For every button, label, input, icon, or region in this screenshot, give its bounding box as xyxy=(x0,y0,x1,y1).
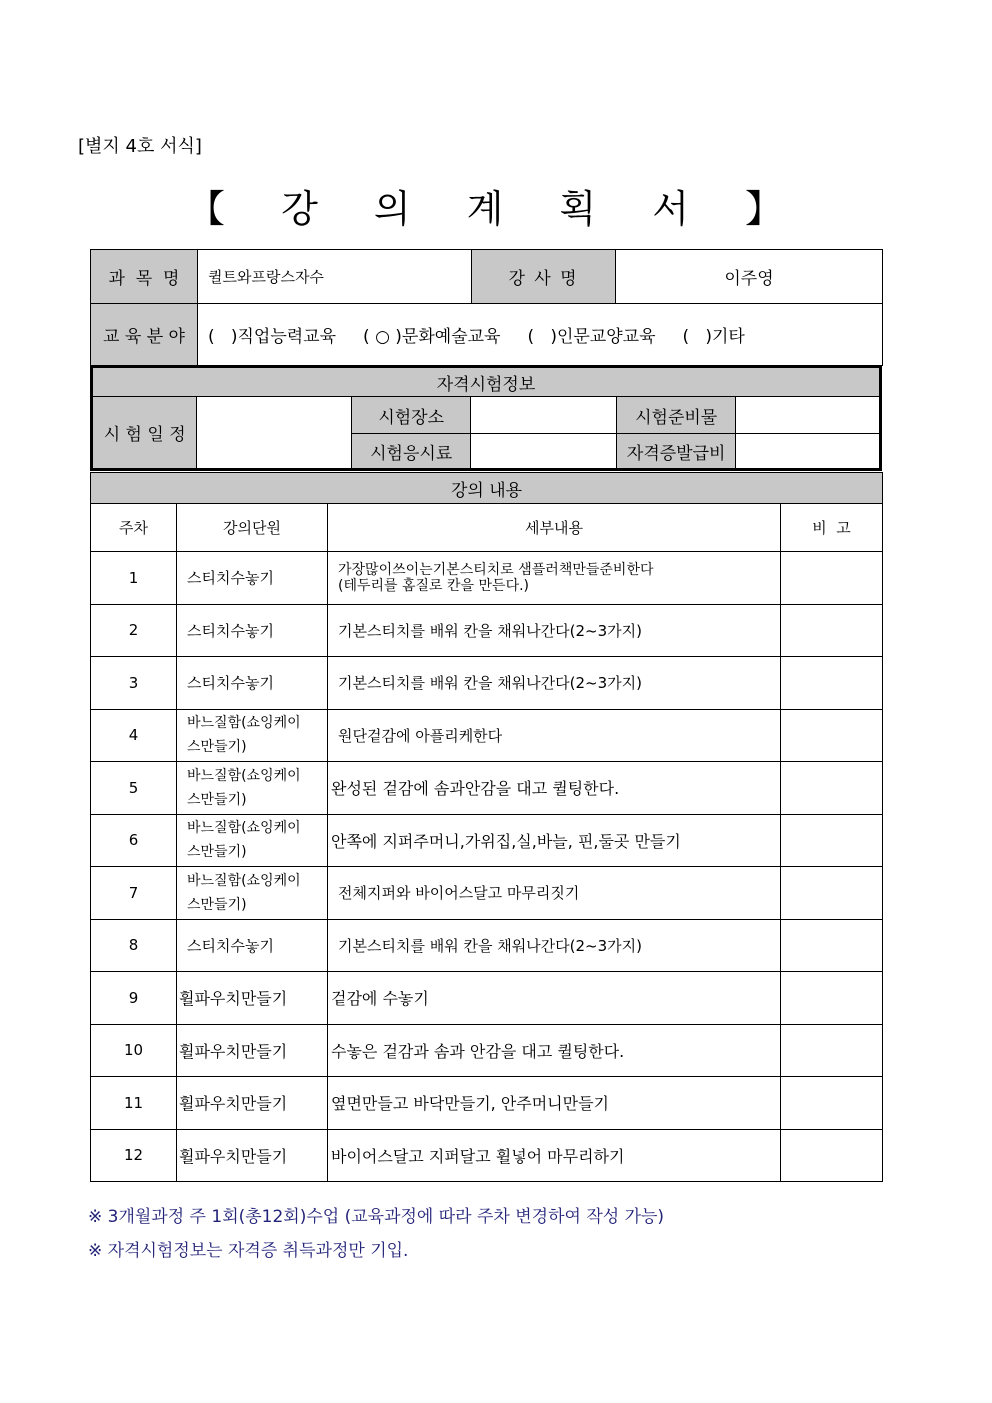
footnote-cert: ※ 자격시험정보는 자격증 취득과정만 기입. xyxy=(88,1241,409,1261)
unit-cell: 휠파우치만들기 xyxy=(177,1024,328,1077)
exam-fee-value xyxy=(471,434,617,470)
subject-value: 퀼트와프랑스자수 xyxy=(198,250,472,304)
table-row xyxy=(91,709,883,762)
note-cell xyxy=(781,657,883,710)
table-row xyxy=(91,1129,883,1182)
unit-cell: 휠파우치만들기 xyxy=(177,1077,328,1130)
exam-supplies-label: 시험준비물 xyxy=(616,397,735,434)
unit-cell: 스티치수놓기 xyxy=(177,552,328,605)
table-row xyxy=(91,552,883,605)
detail-cell: 완성된 겉감에 솜과안감을 대고 퀼팅한다. xyxy=(328,762,781,815)
unit-cell: 스티치수놓기 xyxy=(177,657,328,710)
column-header-detail: 세부내용 xyxy=(328,504,781,552)
detail-cell: 바이어스달고 지퍼달고 휠넣어 마무리하기 xyxy=(328,1129,781,1182)
note-cell xyxy=(781,867,883,920)
column-header-note: 비 고 xyxy=(781,504,883,552)
table-row xyxy=(91,919,883,972)
cert-header: 자격시험정보 xyxy=(92,367,881,397)
column-header-week: 주차 xyxy=(91,504,177,552)
detail-cell: 전체지퍼와 바이어스달고 마무리짓기 xyxy=(328,867,781,920)
detail-cell: 기본스티치를 배워 칸을 채워나간다(2~3가지) xyxy=(328,919,781,972)
week-cell: 9 xyxy=(91,972,177,1025)
detail-cell: 가장많이쓰이는기본스티치로 샘플러책만들준비한다 (테두리를 홈질로 칸을 만든다.) xyxy=(328,552,781,605)
week-cell: 2 xyxy=(91,604,177,657)
field-options: ( )직업능력교육 ( ○ )문화예술교육 ( )인문교양교육 ( )기타 xyxy=(198,304,883,366)
table-row xyxy=(91,604,883,657)
unit-cell: 휠파우치만들기 xyxy=(177,1129,328,1182)
unit-cell: 스티치수놓기 xyxy=(177,919,328,972)
exam-schedule-label: 시 험 일 정 xyxy=(92,397,197,470)
lecture-table xyxy=(90,472,883,1182)
week-cell: 6 xyxy=(91,814,177,867)
field-label: 교 육 분 야 xyxy=(91,304,198,366)
form-id: [별지 4호 서식] xyxy=(78,136,202,157)
detail-cell: 기본스티치를 배워 칸을 채워나간다(2~3가지) xyxy=(328,604,781,657)
column-header-unit: 강의단원 xyxy=(177,504,328,552)
unit-cell: 휠파우치만들기 xyxy=(177,972,328,1025)
week-cell: 3 xyxy=(91,657,177,710)
exam-fee-label: 시험응시료 xyxy=(351,434,470,470)
lecture-header: 강의 내용 xyxy=(91,473,883,504)
note-cell xyxy=(781,919,883,972)
unit-cell: 스티치수놓기 xyxy=(177,604,328,657)
exam-place-label: 시험장소 xyxy=(351,397,470,434)
week-cell: 7 xyxy=(91,867,177,920)
detail-cell: 원단겉감에 아플리케한다 xyxy=(328,709,781,762)
detail-cell: 기본스티치를 배워 칸을 채워나간다(2~3가지) xyxy=(328,657,781,710)
note-cell xyxy=(781,552,883,605)
unit-cell: 바느질함(쇼잉케이 스만들기) xyxy=(177,867,328,920)
table-row xyxy=(91,1024,883,1077)
exam-place-value xyxy=(471,397,617,434)
detail-cell: 겉감에 수놓기 xyxy=(328,972,781,1025)
document-title: 【 강 의 계 획 서 】 xyxy=(186,187,805,231)
note-cell xyxy=(781,1077,883,1130)
unit-cell: 바느질함(쇼잉케이 스만들기) xyxy=(177,762,328,815)
detail-cell: 안쪽에 지퍼주머니,가위집,실,바늘, 핀,둘곳 만들기 xyxy=(328,814,781,867)
week-cell: 11 xyxy=(91,1077,177,1130)
table-row xyxy=(91,1077,883,1130)
week-cell: 8 xyxy=(91,919,177,972)
detail-cell: 옆면만들고 바닥만들기, 안주머니만들기 xyxy=(328,1077,781,1130)
issue-fee-value xyxy=(736,434,881,470)
table-row xyxy=(91,867,883,920)
note-cell xyxy=(781,972,883,1025)
subject-label: 과 목 명 xyxy=(91,250,198,304)
table-row xyxy=(91,657,883,710)
exam-supplies-value xyxy=(736,397,881,434)
instructor-value: 이주영 xyxy=(616,250,883,304)
week-cell: 1 xyxy=(91,552,177,605)
cert-info-table xyxy=(90,365,882,471)
note-cell xyxy=(781,709,883,762)
week-cell: 5 xyxy=(91,762,177,815)
note-cell xyxy=(781,1129,883,1182)
table-row xyxy=(91,814,883,867)
note-cell xyxy=(781,762,883,815)
note-cell xyxy=(781,1024,883,1077)
exam-schedule-value xyxy=(197,397,352,470)
week-cell: 10 xyxy=(91,1024,177,1077)
week-cell: 12 xyxy=(91,1129,177,1182)
week-cell: 4 xyxy=(91,709,177,762)
footnote-schedule: ※ 3개월과정 주 1회(총12회)수업 (교육과정에 따라 주차 변경하여 작성 가능) xyxy=(88,1207,665,1227)
instructor-label: 강 사 명 xyxy=(472,250,616,304)
issue-fee-label: 자격증발급비 xyxy=(616,434,735,470)
table-row xyxy=(91,972,883,1025)
note-cell xyxy=(781,814,883,867)
unit-cell: 바느질함(쇼잉케이 스만들기) xyxy=(177,814,328,867)
course-info-table xyxy=(90,249,883,366)
table-row xyxy=(91,762,883,815)
unit-cell: 바느질함(쇼잉케이 스만들기) xyxy=(177,709,328,762)
detail-cell: 수놓은 겉감과 솜과 안감을 대고 퀼팅한다. xyxy=(328,1024,781,1077)
note-cell xyxy=(781,604,883,657)
